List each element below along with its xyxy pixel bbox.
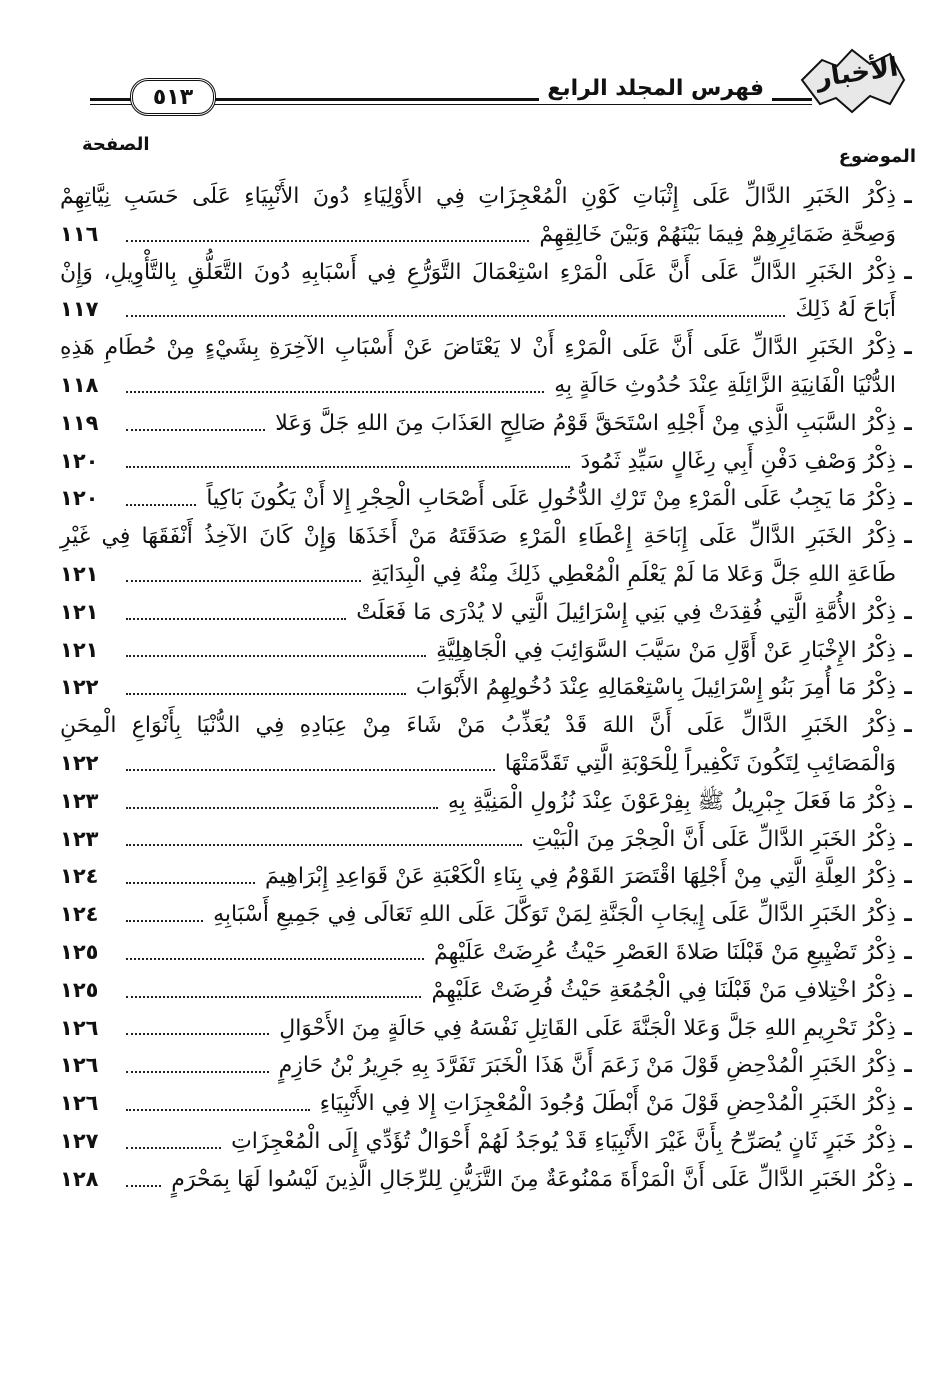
index-entry: [60, 518, 916, 594]
index-entry: [60, 178, 916, 254]
entry-bullet: ـ: [904, 184, 912, 209]
dot-leader: [126, 844, 522, 846]
dot-leader: [126, 466, 570, 468]
entry-text: أَبَاحَ لَهُ ذَلِكَ: [795, 297, 896, 323]
entry-text: الدُّنْيَا الْفَانِيَةِ الزَّائِلَةِ عِنْدَ حُدُوثِ حَالَةٍ بِهِ: [554, 372, 896, 398]
index-entry: [60, 480, 916, 518]
entry-text: ذِكْرُ الخَبَرِ الدَّالِّ عَلَى إِيجَابِ الْجَنَّةِ لِمَنْ تَوَكَّلَ عَلَى اللهِ تَعَالَى فِي جَمِيعِ أَسْبَابِهِ: [213, 902, 896, 928]
index-entry: [60, 896, 916, 934]
entry-line: [60, 896, 916, 934]
entry-page-number: ١٢٢: [60, 750, 99, 775]
index-entry: [60, 1161, 916, 1199]
entry-text: ذِكْرُ خَبَرٍ ثَانٍ يُصَرِّحُ بِأَنَّ غَيْرَ الأَنْبِيَاءِ قَدْ يُوجَدُ لَهُمْ أَحْوَالٌ تُؤَدِّي إِلَى الْمُعْجِزَاتِ: [231, 1128, 896, 1154]
entry-text: ذِكْرُ الخَبَرِ الدَّالِّ عَلَى أَنَّ عَلَى الْمَرْءِ اسْتِعْمَالَ التَّوَرُّعِ فِي أَسْبَابِهِ دُونَ التَّعَلُّقِ بِالتَّأْوِيلِ، وَإِنْ: [60, 259, 896, 285]
index-entry: [60, 669, 916, 707]
entry-line: [60, 934, 916, 972]
entry-text: ذِكْرُ مَا فَعَلَ جِبْرِيلُ ﷺ بِفِرْعَوْنَ عِنْدَ نُزُولِ الْمَنِيَّةِ بِهِ: [447, 788, 896, 814]
entry-line: [60, 291, 916, 329]
entry-bullet: ـ: [904, 788, 912, 814]
page-number: ٥١٣: [130, 78, 216, 116]
entry-bullet: ـ: [904, 335, 912, 361]
entry-bullet: ـ: [904, 448, 912, 474]
page-column-label: الصفحة: [82, 134, 150, 155]
entry-bullet: ـ: [904, 410, 912, 436]
entry-line: [60, 745, 916, 783]
entry-bullet: ـ: [904, 259, 912, 285]
entry-line: [60, 216, 916, 254]
entry-line: [60, 707, 916, 745]
entry-text: ذِكْرُ الخَبَرِ الدَّالِّ عَلَى أَنَّ الْحِجْرَ مِنَ الْبَيْتِ: [531, 826, 896, 852]
index-entry: [60, 707, 916, 783]
entry-text: ذِكْرُ الخَبَرِ الدَّالِّ عَلَى إِثْبَاتِ كَوْنِ الْمُعْجِزَاتِ فِي الأَوْلِيَاءِ دُونَ الأَنْبِيَاءِ عَلَى حَسَبِ نِيَّاتِهِمْ: [60, 184, 896, 209]
entry-bullet: ـ: [904, 1091, 912, 1117]
dot-leader: [126, 240, 529, 242]
entry-bullet: ـ: [904, 1015, 912, 1041]
dot-leader: [126, 1185, 161, 1187]
dot-leader: [126, 655, 426, 657]
dot-leader: [126, 618, 346, 620]
page-header: [80, 40, 912, 130]
entry-text: ذِكْرُ الخَبَرِ الدَّالِّ عَلَى أَنَّ الْمَرْأَةَ مَمْنُوعَةٌ مِنَ التَّزَيُّنِ لِلرِّجَالِ الَّذِينَ لَيْسُوا لَهَا بِمَحْرَمٍ: [171, 1166, 896, 1192]
entry-page-number: ١١٨: [60, 372, 99, 397]
entry-line: [60, 1161, 916, 1199]
entry-bullet: ـ: [904, 939, 912, 965]
entry-text: ذِكْرُ تَضْيِيعِ مَنْ قَبْلَنَا صَلاةَ العَصْرِ حَيْثُ عُرِضَتْ عَلَيْهِمْ: [433, 939, 896, 965]
entry-bullet: ـ: [904, 675, 912, 701]
dot-leader: [126, 958, 424, 960]
index-entry: [60, 254, 916, 330]
entry-bullet: ـ: [904, 524, 912, 550]
index-entry: [60, 972, 916, 1010]
index-entry: [60, 783, 916, 821]
entry-page-number: ١٢٧: [60, 1128, 99, 1153]
entry-text: وَالْمَصَائِبِ لِتَكُونَ تَكْفِيراً لِلْحَوْبَةِ الَّتِي تَقَدَّمَتْهَا: [504, 750, 896, 776]
entry-bullet: ـ: [904, 1166, 912, 1192]
entry-page-number: ١٢٤: [60, 902, 99, 927]
dot-leader: [126, 996, 421, 998]
entry-bullet: ـ: [904, 977, 912, 1003]
entry-page-number: ١٢٠: [60, 448, 99, 473]
dot-leader: [126, 920, 203, 922]
entry-text: ذِكْرُ تَحْرِيمِ اللهِ جَلَّ وَعَلا الْجَنَّةَ عَلَى القَاتِلِ نَفْسَهُ فِي حَالَةٍ مِنَ الأَحْوَالِ: [279, 1015, 896, 1041]
entry-text: ذِكْرُ وَصْفِ دَفْنِ أَبِي رِغَالٍ سَيِّدِ ثَمُودَ: [580, 448, 896, 474]
entry-line: [60, 1047, 916, 1085]
entry-page-number: ١٢٥: [60, 977, 99, 1002]
dot-leader: [126, 1109, 310, 1111]
entry-text: ذِكْرُ العِلَّةِ الَّتِي مِنْ أَجْلِهَا اقْتَصَرَ القَوْمُ فِي بِنَاءِ الْكَعْبَةِ عَنْ قَوَاعِدِ إِبْرَاهِيمَ: [265, 864, 896, 890]
dot-leader: [126, 807, 438, 809]
entry-line: [60, 405, 916, 443]
entry-bullet: ـ: [904, 486, 912, 512]
entry-line: [60, 972, 916, 1010]
entry-page-number: ١٢٠: [60, 486, 99, 511]
entry-line: [60, 669, 916, 707]
entry-bullet: ـ: [904, 713, 912, 739]
dot-leader: [126, 882, 255, 884]
dot-leader: [126, 1147, 221, 1149]
entry-line: [60, 594, 916, 632]
dot-leader: [126, 429, 265, 431]
entry-line: [60, 632, 916, 670]
index-entry: [60, 329, 916, 405]
entry-page-number: ١٢٦: [60, 1053, 99, 1078]
entry-line: [60, 254, 916, 292]
entry-line: [60, 329, 916, 367]
entry-bullet: ـ: [904, 826, 912, 852]
index-entry: [60, 594, 916, 632]
index-entry: [60, 1010, 916, 1048]
entry-page-number: ١٢١: [60, 599, 99, 624]
entry-bullet: ـ: [904, 637, 912, 663]
entry-text: ذِكْرُ الخَبَرِ الْمُدْحِضِ قَوْلَ مَنْ زَعَمَ أَنَّ هَذَا الْخَبَرَ تَفَرَّدَ بِهِ جَرِيرُ بْنُ حَازِمٍ: [278, 1053, 896, 1079]
index-entry: [60, 821, 916, 859]
entry-text: ذِكْرُ مَا يَجِبُ عَلَى الْمَرْءِ مِنْ تَرْكِ الدُّخُولِ عَلَى أَصْحَابِ الْحِجْرِ إِلا أَنْ يَكُونَ بَاكِياً: [206, 486, 896, 512]
entry-bullet: ـ: [904, 864, 912, 890]
entry-page-number: ١٢١: [60, 561, 99, 586]
dot-leader: [126, 1071, 269, 1073]
badge-label: الأخبار: [813, 52, 900, 94]
entry-text: ذِكْرُ الأُمَّةِ الَّتِي فُقِدَتْ فِي بَنِي إِسْرَائِيلَ الَّتِي لا يُدْرَى مَا فَعَلَتْ: [356, 599, 896, 625]
entry-text: وَصِحَّةِ ضَمَائِرِهِمْ فِيمَا بَيْنَهُمْ وَبَيْنَ خَالِقِهِمْ: [539, 221, 896, 247]
entry-bullet: ـ: [904, 1128, 912, 1154]
entry-line: [60, 480, 916, 518]
entry-line: [60, 178, 916, 216]
entry-bullet: ـ: [904, 902, 912, 928]
page-title: فهرس المجلد الرابع: [539, 76, 772, 101]
entry-text: ذِكْرُ الخَبَرِ الدَّالِّ عَلَى إِبَاحَةِ إِعْطَاءِ الْمَرْءِ صَدَقَتَهُ مَنْ أَخَذَهَا وَإِنْ كَانَ الآخِذُ أَنْفَقَهَا فِي غَيْرِ: [60, 524, 896, 550]
entry-text: طَاعَةِ اللهِ جَلَّ وَعَلا مَا لَمْ يَعْلَمِ الْمُعْطِي ذَلِكَ مِنْهُ فِي الْبِدَايَةِ: [370, 561, 896, 587]
entry-page-number: ١٢١: [60, 637, 99, 662]
dot-leader: [126, 315, 785, 317]
dot-leader: [126, 580, 361, 582]
entry-line: [60, 556, 916, 594]
dot-leader: [126, 693, 406, 695]
entry-bullet: ـ: [904, 1053, 912, 1079]
index-entry: [60, 858, 916, 896]
dot-leader: [126, 1033, 269, 1035]
entry-line: [60, 1123, 916, 1161]
entry-page-number: ١١٦: [60, 221, 99, 246]
entry-page-number: ١٢٣: [60, 788, 99, 813]
index-entry: [60, 405, 916, 443]
entry-page-number: ١٢٨: [60, 1166, 99, 1191]
entry-page-number: ١٢٤: [60, 864, 99, 889]
index-entry: [60, 1123, 916, 1161]
entry-text: ذِكْرُ الخَبَرِ الْمُدْحِضِ قَوْلَ مَنْ أَبْطَلَ وُجُودَ الْمُعْجِزَاتِ إِلا فِي الأَنْبِيَاءِ: [319, 1091, 896, 1117]
entry-line: [60, 858, 916, 896]
entry-text: ذِكْرُ الإِخْبَارِ عَنْ أَوَّلِ مَنْ سَيَّبَ السَّوَائِبَ فِي الْجَاهِلِيَّةِ: [436, 637, 896, 663]
index-entry: [60, 632, 916, 670]
entry-page-number: ١٢٣: [60, 826, 99, 851]
index-entry: [60, 443, 916, 481]
entry-line: [60, 1010, 916, 1048]
index-entry: [60, 934, 916, 972]
entry-page-number: ١٢٦: [60, 1015, 99, 1040]
entry-line: [60, 821, 916, 859]
entry-line: [60, 1085, 916, 1123]
entry-text: ذِكْرُ الخَبَرِ الدَّالِّ عَلَى أَنَّ عَلَى الْمَرْءِ أَنْ لا يَعْتَاضَ عَنْ أَسْبَابِ الآخِرَةِ بِشَيْءٍ مِنْ حُطَامِ هَذِهِ: [60, 335, 896, 361]
entry-line: [60, 783, 916, 821]
dot-leader: [126, 769, 495, 771]
entry-line: [60, 443, 916, 481]
entry-line: [60, 518, 916, 556]
entry-page-number: ١١٧: [60, 297, 99, 322]
index-entries: [60, 178, 916, 1199]
entry-page-number: ١٢٦: [60, 1091, 99, 1116]
entry-text: ذِكْرُ مَا أُمِرَ بَنُو إِسْرَائِيلَ بِاسْتِعْمَالِهِ عِنْدَ دُخُولِهِمُ الأَبْوَابَ: [415, 675, 896, 701]
index-entry: [60, 1085, 916, 1123]
index-entry: [60, 1047, 916, 1085]
dot-leader: [126, 391, 544, 393]
entry-text: ذِكْرُ السَّبَبِ الَّذِي مِنْ أَجْلِهِ اسْتَحَقَّ قَوْمُ صَالِحٍ العَذَابَ مِنَ اللهِ جَلَّ وَعَلا: [275, 410, 896, 436]
entry-line: [60, 367, 916, 405]
entry-text: ذِكْرُ الخَبَرِ الدَّالِّ عَلَى أَنَّ اللهَ قَدْ يُعَذِّبُ مَنْ شَاءَ مِنْ عِبَادِهِ فِي الدُّنْيَا بِأَنْوَاعِ الْمِحَنِ: [60, 713, 896, 739]
entry-bullet: ـ: [904, 599, 912, 625]
dot-leader: [126, 504, 196, 506]
topic-column-label: الموضوع: [838, 146, 916, 167]
entry-text: ذِكْرُ اخْتِلافِ مَنْ قَبْلَنَا فِي الْجُمُعَةِ حَيْثُ فُرِضَتْ عَلَيْهِمْ: [431, 977, 896, 1003]
entry-page-number: ١١٩: [60, 410, 99, 435]
entry-page-number: ١٢٢: [60, 675, 99, 700]
entry-page-number: ١٢٥: [60, 939, 99, 964]
